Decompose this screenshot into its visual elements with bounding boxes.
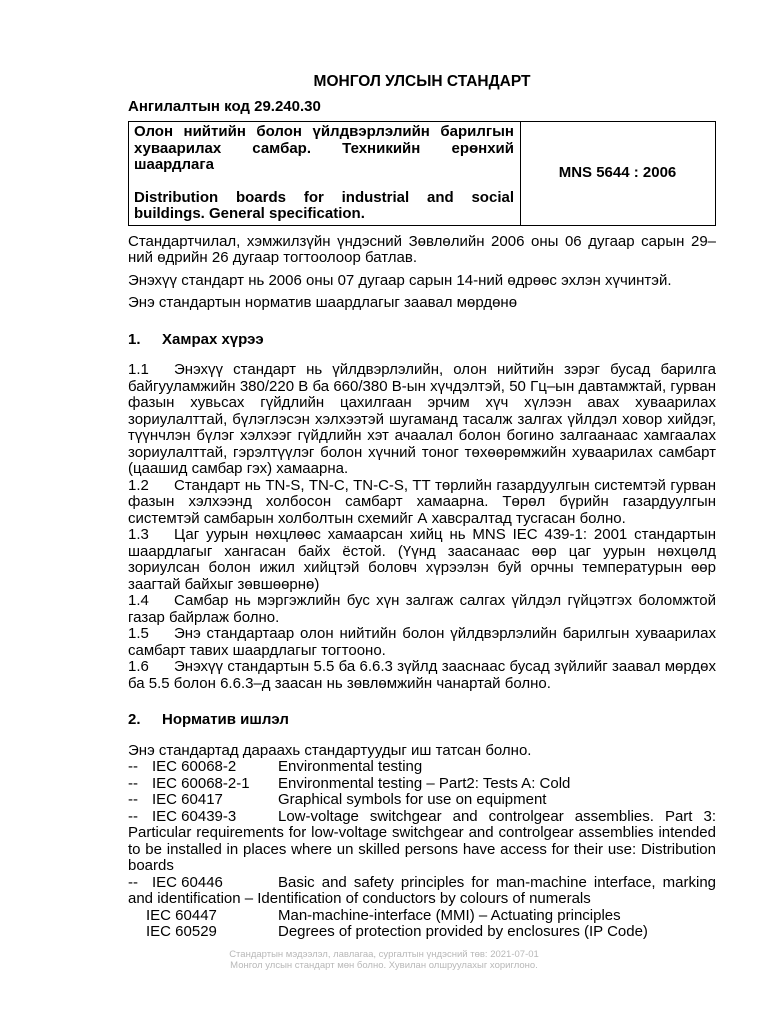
document-page	[128, 74, 716, 941]
watermark-line-1: Стандартын мэдээлэл, лавлагаа, сургалтын үндэсний төв: 2021-07-01	[229, 949, 539, 960]
reference-code: IEC 60068-2-1	[152, 774, 250, 792]
reference-code: IEC 60068-2	[152, 758, 237, 775]
clause-number: 1.4	[128, 592, 149, 609]
reference-title: Basic and safety principles for man-machine interface, marking and identification – Identification of conductors by colours of numerals	[128, 873, 716, 907]
reference-code: IEC 60417	[152, 791, 223, 808]
reference-prefix	[128, 908, 146, 925]
reference-title: Graphical symbols for use on equipment	[278, 791, 547, 808]
clause-1-3	[128, 527, 716, 593]
document-title: МОНГОЛ УЛСЫН СТАНДАРТ	[313, 73, 531, 90]
reference-title: Man-machine-interface (MMI) – Actuating principles	[278, 906, 621, 924]
reference-prefix: --	[128, 873, 138, 891]
effective-date-paragraph: Энэхүү стандарт нь 2006 оны 07 дугаар сарын 14-ний өдрөөс эхлэн хүчинтэй.	[128, 271, 672, 289]
reference-prefix: --	[128, 791, 138, 808]
standard-title-en: Distribution boards for industrial and social buildings. General specification.	[134, 188, 514, 222]
watermark-footer	[0, 950, 768, 971]
section-1-number: 1.	[128, 330, 141, 348]
reference-prefix	[128, 924, 146, 941]
reference-title: Environmental testing – Part2: Tests A: Cold	[278, 774, 571, 792]
reference-item	[128, 809, 716, 875]
approval-paragraph: Стандартчилал, хэмжилзүйн үндэсний Зөвлөлийн 2006 оны 06 дугаар сарын 29–ний өдрийн 26 дугаар тогтоолоор батлав.	[128, 232, 716, 266]
watermark-line-2: Монгол улсын стандарт мөн болно. Хувилан олшруулахыг хориглоно.	[230, 959, 538, 971]
reference-code: IEC 60529	[146, 923, 217, 940]
mandatory-paragraph: Энэ стандартын норматив шаардлагыг заавал мөрдөнө	[128, 294, 518, 311]
reference-title: Low-voltage switchgear and controlgear assemblies. Part 3: Particular requirements for low-voltage switchgear and controlgear assemblies intended to be installed in places where un skilled persons have access for their use: Distribution boards	[128, 807, 716, 874]
references-intro: Энэ стандартад дараахь стандартуудыг иш татсан болно.	[128, 741, 532, 759]
clause-1-5	[128, 626, 716, 659]
reference-item	[128, 776, 716, 793]
clause-number: 1.6	[128, 658, 149, 675]
clause-1-2	[128, 478, 716, 528]
reference-prefix: --	[128, 758, 138, 775]
reference-code: IEC 60447	[146, 906, 217, 924]
reference-prefix: --	[128, 774, 138, 792]
reference-item	[128, 792, 716, 809]
standard-title-cell	[129, 122, 521, 226]
clause-text: Энэхүү стандарт нь үйлдвэрлэлийн, олон нийтийн зэрэг бусад барилга байгууламжийн 380/220 В ба 660/380 В-ын хүчдэлтэй, 50 Гц–ын давтамжтай, гурван фазын хувьсах гүйдлийн цахилгаан эрчим хүч хүлээн авах хуваарилах зориулалттай, бүлэглэсэн хэлхээтэй шугаманд тасалж залгах үйлдэл ховор хийдэг, түүнчлэн бүлэг хэлхээг гүйдлийн хэт ачаалал болон богино залгаанаас хамгаалах зориулалттай, гэрэлтүүлэг болон хүчний тоног төхөөрөмжийн хуваарилах самбарт (цаашид самбар гэх) хамаарна.	[128, 361, 716, 477]
reference-item	[128, 759, 716, 776]
section-1-heading	[128, 332, 716, 349]
reference-item	[128, 908, 716, 925]
reference-prefix: --	[128, 807, 138, 825]
reference-item	[128, 875, 716, 908]
clause-text: Энэ стандартаар олон нийтийн болон үйлдвэрлэлийн барилгын хуваарилах самбарт тавих шаардлагыг тогтооно.	[128, 625, 716, 659]
clause-1-6	[128, 659, 716, 692]
section-2-number: 2.	[128, 711, 141, 728]
clause-text: Цаг уурын нөхцлөөс хамаарсан хийц нь MNS IEC 439-1: 2001 стандартын шаардлагыг хангасан байх ёстой. (Үүнд заасанаас өөр цаг уурын нөхцөлд зориулсан болон ижил хийцтэй боловч хүрээлэн буй орчны температурын өөр заагтай байхыг зөвшөөрнө)	[128, 526, 716, 593]
reference-title: Environmental testing	[278, 758, 423, 775]
clause-number: 1.2	[128, 476, 149, 494]
section-2-heading	[128, 712, 716, 729]
reference-code: IEC 60446	[152, 873, 223, 891]
clause-1-1	[128, 362, 716, 478]
clause-number: 1.5	[128, 625, 149, 642]
reference-code: IEC 60439-3	[152, 807, 237, 825]
clause-text: Самбар нь мэргэжлийн бус хүн залгаж салгах үйлдэл гүйцэтгэх боломжтой газар байрлаж болно.	[128, 592, 716, 626]
section-2-title: Норматив ишлэл	[162, 711, 289, 728]
clause-1-4	[128, 593, 716, 626]
reference-item	[128, 924, 716, 941]
clause-text: Стандарт нь TN-S, TN-C, TN-C-S, TT төрлийн газардуулгын системтэй гурван фазын хэлхээнд холбосон самбарт хамаарна. Төрөл бүрийн газардуулгын системтэй самбарын холболтын схемийг А хавсралтад тусгасан болно.	[128, 476, 716, 527]
clause-number: 1.3	[128, 526, 149, 543]
classification-code: Ангилалтын код 29.240.30	[128, 97, 321, 115]
clause-text: Энэхүү стандартын 5.5 ба 6.6.3 зүйлд зааснаас бусад зүйлийг заавал мөрдөх ба 5.5 болон 6.6.3–д заасан нь зөвлөмжийн чанартай болно.	[128, 658, 716, 692]
standard-header-table	[128, 121, 716, 226]
standard-title-mn: Олон нийтийн болон үйлдвэрлэлийн барилгын хуваарилах самбар. Техникийн ерөнхий шаардлага	[134, 123, 514, 173]
reference-title: Degrees of protection provided by enclosures (IP Code)	[278, 923, 648, 940]
clause-number: 1.1	[128, 361, 149, 378]
section-1-title: Хамрах хүрээ	[162, 330, 264, 348]
standard-number: MNS 5644 : 2006	[521, 122, 716, 226]
